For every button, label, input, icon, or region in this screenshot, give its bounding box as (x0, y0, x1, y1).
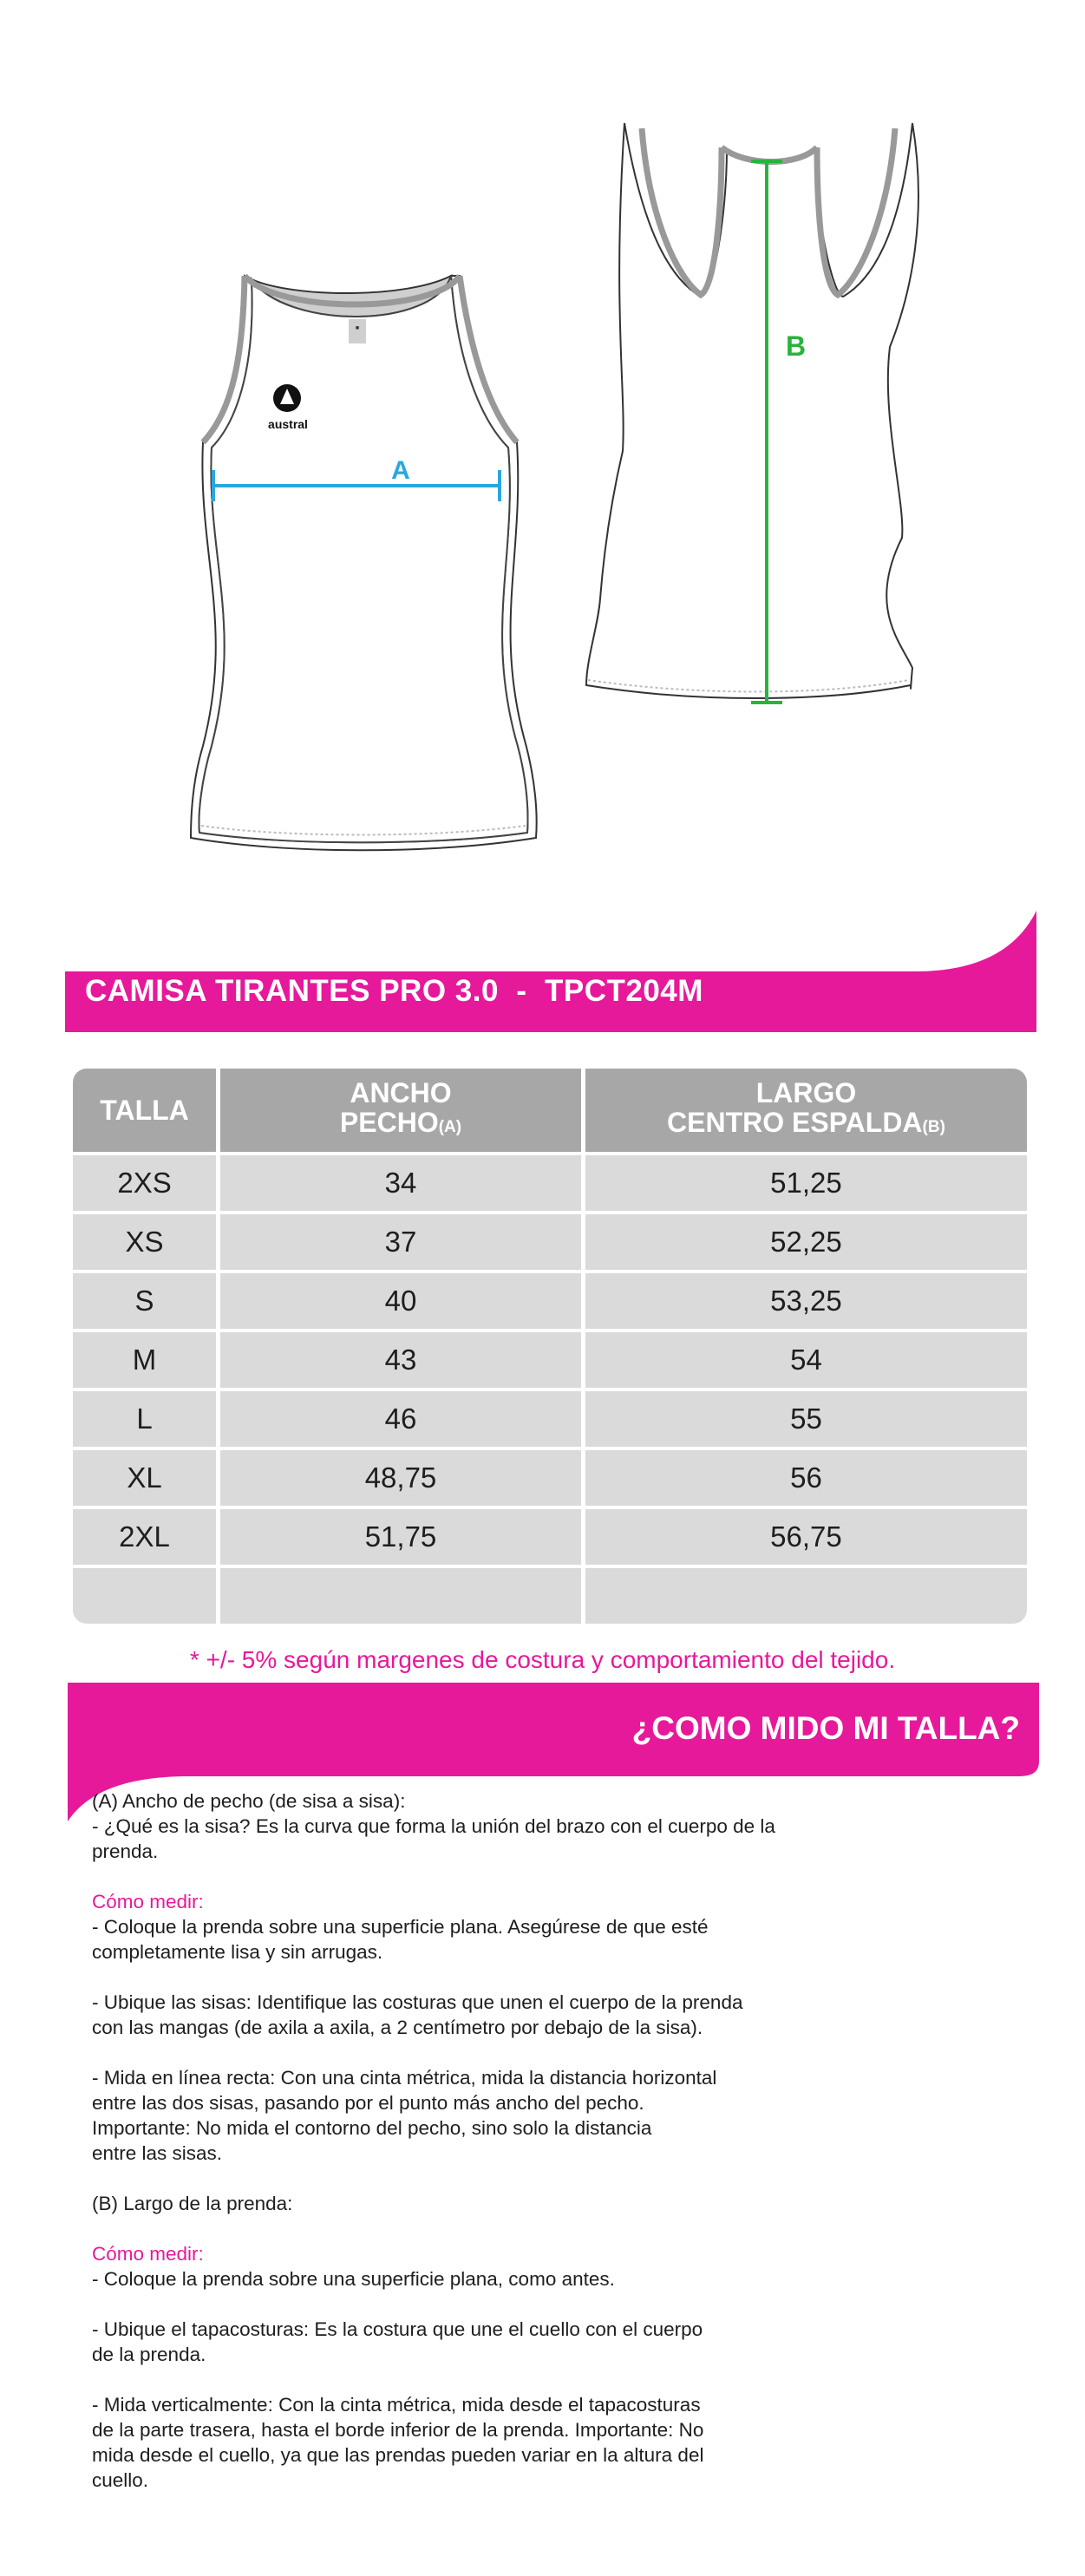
measure-instructions (92, 1788, 803, 2518)
cell-ancho: 43 (216, 1329, 581, 1388)
product-banner (65, 911, 1036, 1032)
back-tank-top (586, 123, 918, 703)
b-step-3: - Mida verticalmente: Con la cinta métrica, mida desde el tapacosturas de la parte trasera, hasta el borde inferior de la prenda. Importante: No mida desde el cuello, ya que las prendas pueden variar en la altura del cuello. (92, 2394, 704, 2491)
table-row (73, 1329, 1027, 1388)
header-talla: TALLA (73, 1069, 216, 1152)
a-intro: - ¿Qué es la sisa? Es la curva que forma la unión del brazo con el cuerpo de la prenda. (92, 1815, 775, 1862)
a-step-2: - Ubique las sisas: Identifique las costuras que unen el cuerpo de la prenda con las mangas (de axila a axila, a 2 centímetro por debajo de la sisa). (92, 1991, 743, 2038)
a-step-3: - Mida en línea recta: Con una cinta métrica, mida la distancia horizontal entre las dos sisas, pasando por el punto más ancho del pecho. Importante: No mida el contorno del pecho, sino solo la distancia entre las sisas. (92, 2067, 717, 2164)
cell-empty (73, 1565, 216, 1624)
cell-largo: 54 (581, 1329, 1027, 1388)
table-row (73, 1447, 1027, 1506)
garment-illustration (0, 0, 1085, 919)
b-step-1: - Coloque la prenda sobre una superficie plana, como antes. (92, 2268, 615, 2290)
cell-ancho: 46 (216, 1388, 581, 1447)
front-tank-top (191, 276, 537, 850)
table-row (73, 1211, 1027, 1270)
table-row-empty (73, 1565, 1027, 1624)
a-heading: (A) Ancho de pecho (de sisa a sisa): (92, 1790, 406, 1812)
cell-largo: 53,25 (581, 1270, 1027, 1329)
cell-talla: L (73, 1388, 216, 1447)
measure-b-label: B (786, 330, 807, 362)
cell-empty (581, 1565, 1027, 1624)
cell-ancho: 48,75 (216, 1447, 581, 1506)
tolerance-note: * +/- 5% según margenes de costura y comportamiento del tejido. (189, 1646, 896, 1673)
cell-empty (216, 1565, 581, 1624)
b-como-medir: Cómo medir: (92, 2243, 204, 2265)
svg-text:austral: austral (268, 417, 308, 431)
cell-ancho: 40 (216, 1270, 581, 1329)
cell-talla: 2XS (73, 1152, 216, 1211)
cell-talla: XL (73, 1447, 216, 1506)
table-row (73, 1270, 1027, 1329)
measure-a-label: A (391, 456, 410, 485)
b-heading: (B) Largo de la prenda: (92, 2193, 293, 2214)
cell-largo: 51,25 (581, 1152, 1027, 1211)
b-step-2: - Ubique el tapacosturas: Es la costura que une el cuello con el cuerpo de la prenda. (92, 2318, 703, 2365)
a-como-medir: Cómo medir: (92, 1891, 204, 1912)
product-title: CAMISA TIRANTES PRO 3.0 - TPCT204M (85, 974, 703, 1008)
header-ancho: ANCHO PECHO(A) (216, 1069, 581, 1152)
cell-talla: 2XL (73, 1506, 216, 1565)
table-row (73, 1388, 1027, 1447)
cell-ancho: 37 (216, 1211, 581, 1270)
a-step-1: - Coloque la prenda sobre una superficie plana. Asegúrese de que esté completamente lisa y sin arrugas. (92, 1916, 709, 1963)
cell-largo: 56,75 (581, 1506, 1027, 1565)
cell-largo: 52,25 (581, 1211, 1027, 1270)
cell-largo: 55 (581, 1388, 1027, 1447)
cell-talla: S (73, 1270, 216, 1329)
svg-text:■: ■ (355, 325, 360, 331)
header-largo: LARGO CENTRO ESPALDA(B) (581, 1069, 1027, 1152)
cell-ancho: 34 (216, 1152, 581, 1211)
cell-largo: 56 (581, 1447, 1027, 1506)
cell-ancho: 51,75 (216, 1506, 581, 1565)
cell-talla: XS (73, 1211, 216, 1270)
table-row (73, 1152, 1027, 1211)
howto-title: ¿COMO MIDO MI TALLA? (631, 1710, 1020, 1746)
cell-talla: M (73, 1329, 216, 1388)
size-table (73, 1069, 1027, 1624)
table-row (73, 1506, 1027, 1565)
